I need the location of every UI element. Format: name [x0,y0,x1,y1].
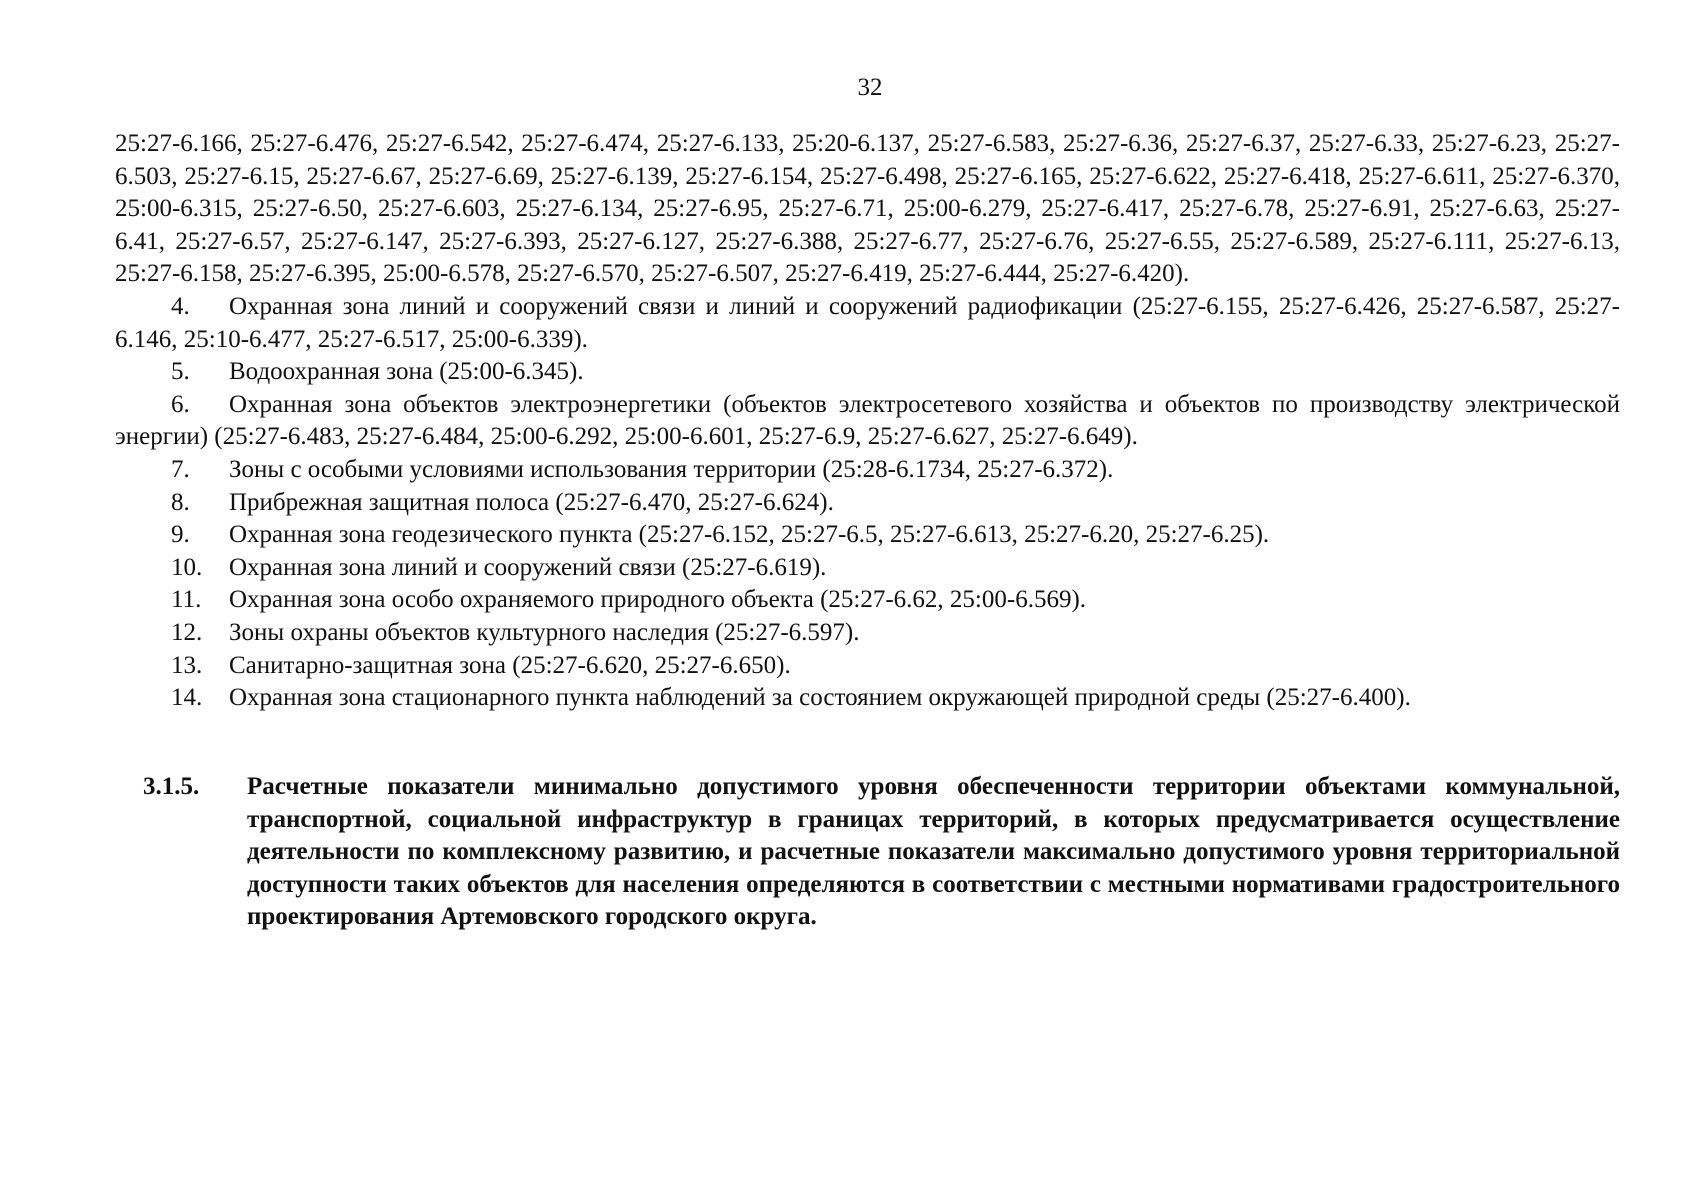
list-item [115,291,1620,356]
list-item-number: 10. [171,553,203,581]
list-item-number: 12. [171,618,203,646]
list-item [115,682,1620,715]
list-item-number: 6. [171,390,190,418]
list-item-text: Санитарно-защитная зона (25:27-6.620, 25:27-6.650). [229,651,791,679]
list-item-text: Зоны охраны объектов культурного наследия (25:27-6.597). [229,618,860,646]
list-item [115,356,1620,389]
list-item-number: 13. [171,651,203,679]
document-body [115,128,1620,715]
list-item-text: Охранная зона объектов электроэнергетики (объектов электросетевого хозяйства и объектов по производству электрической энергии) (25:27-6.483, 25:27-6.484, 25:00-6.292, 25:00-6.601, 25:27-6.9, 25:27-6.627, 25:27-6.649). [115,390,1620,451]
list-item-number: 5. [171,358,190,386]
section-heading-text: Расчетные показатели минимально допустимого уровня обеспеченности территории объектами коммунальной, транспортной, социальной инфраструктур в границах территорий, в которых предусматривается осуществление деятельности по комплексному развитию, и расчетные показатели максимально допустимого уровня территориальной доступности таких объектов для населения определяются в соответствии с местными нормативами градостроительного проектирования Артемовского городского округа. [247,773,1620,931]
list-item [115,454,1620,487]
list-item [115,487,1620,520]
cadastral-list-paragraph: 25:27-6.166, 25:27-6.476, 25:27-6.542, 25:27-6.474, 25:27-6.133, 25:20-6.137, 25:27-6.583, 25:27-6.36, 25:27-6.37, 25:27-6.33, 25:27-6.23, 25:27-6.503, 25:27-6.15, 25:27-6.67, 25:27-6.69, 25:27-6.139, 25:27-6.154, 25:27-6.498, 25:27-6.165, 25:27-6.622, 25:27-6.418, 25:27-6.611, 25:27-6.370, 25:00-6.315, 25:27-6.50, 25:27-6.603, 25:27-6.134, 25:27-6.95, 25:27-6.71, 25:00-6.279, 25:27-6.417, 25:27-6.78, 25:27-6.91, 25:27-6.63, 25:27-6.41, 25:27-6.57, 25:27-6.147, 25:27-6.393, 25:27-6.127, 25:27-6.388, 25:27-6.77, 25:27-6.76, 25:27-6.55, 25:27-6.589, 25:27-6.111, 25:27-6.13, 25:27-6.158, 25:27-6.395, 25:00-6.578, 25:27-6.570, 25:27-6.507, 25:27-6.419, 25:27-6.444, 25:27-6.420). [115,130,1620,288]
list-item-text: Охранная зона геодезического пункта (25:27-6.152, 25:27-6.5, 25:27-6.613, 25:27-6.20, 25:27-6.25). [229,521,1270,549]
page-number: 32 [857,74,883,101]
list-item [115,552,1620,585]
list-item-text: Охранная зона стационарного пункта наблюдений за состоянием окружающей природной среды (25:27-6.400). [229,684,1411,712]
list-item-text: Зоны с особыми условиями использования территории (25:28-6.1734, 25:27-6.372). [229,455,1114,483]
list-item-number: 9. [171,521,190,549]
list-item-text: Охранная зона особо охраняемого природного объекта (25:27-6.62, 25:00-6.569). [229,586,1087,614]
list-item-text: Охранная зона линий и сооружений связи и линий и сооружений радиофикации (25:27-6.155, 25:27-6.426, 25:27-6.587, 25:27-6.146, 25:10-6.477, 25:27-6.517, 25:00-6.339). [115,292,1620,353]
list-item-number: 7. [171,455,190,483]
list-item-number: 4. [171,292,190,320]
section-number: 3.1.5. [143,773,200,800]
list-item [115,584,1620,617]
list-item [115,650,1620,683]
list-item-text: Прибрежная защитная полоса (25:27-6.470, 25:27-6.624). [229,488,834,516]
list-item-text: Водоохранная зона (25:00-6.345). [229,358,584,386]
list-item [115,519,1620,552]
list-item-number: 8. [171,488,190,516]
list-item-number: 14. [171,684,203,712]
list-item-number: 11. [171,586,202,614]
list-item-text: Охранная зона линий и сооружений связи (25:27-6.619). [229,553,827,581]
list-item [115,617,1620,650]
list-item [115,389,1620,454]
section-3-1-5 [143,771,1620,934]
